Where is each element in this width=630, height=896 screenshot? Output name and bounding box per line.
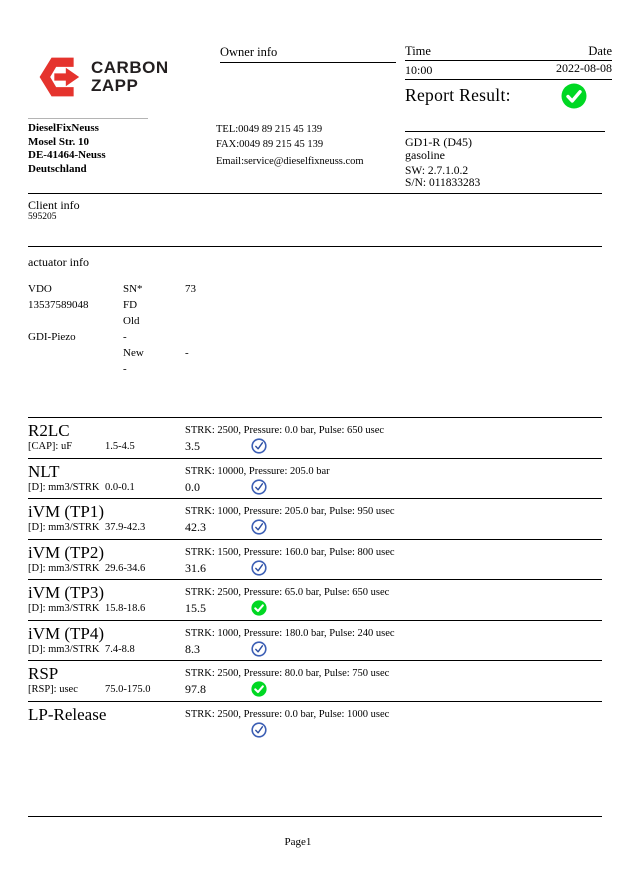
test-row <box>28 417 602 458</box>
actuator-cell: - <box>123 331 127 343</box>
owner-tel: TEL:0049 89 215 45 139 <box>216 124 323 135</box>
actuator-cell <box>185 331 305 347</box>
device-fuel-type: gasoline <box>405 148 445 162</box>
device-top-rule <box>405 131 605 132</box>
test-params: STRK: 1500, Pressure: 160.0 bar, Pulse: 800 usec <box>185 546 395 558</box>
check-circle-blue-icon <box>251 722 267 738</box>
client-number: 595205 <box>28 212 57 222</box>
actuator-cell: SN* <box>123 283 143 295</box>
tests-table <box>28 417 602 741</box>
test-name: iVM (TP3) <box>28 583 105 602</box>
test-name: RSP <box>28 664 59 683</box>
test-value: 15.5 <box>185 601 206 615</box>
test-name: LP-Release <box>28 704 107 724</box>
test-unit-label: [D]: mm3/STRK <box>28 522 100 533</box>
test-range: 37.9-42.3 <box>105 522 146 533</box>
footer-rule <box>28 816 602 817</box>
page-number: Page1 <box>284 836 312 848</box>
owner-country: Deutschland <box>28 162 87 175</box>
owner-address-block <box>28 122 106 176</box>
test-row <box>28 458 602 499</box>
actuator-cell: VDO <box>28 283 52 295</box>
test-params: STRK: 2500, Pressure: 0.0 bar, Pulse: 650 usec <box>185 425 385 436</box>
check-circle-green-icon <box>251 600 267 616</box>
owner-info-underline <box>220 62 396 63</box>
test-params: STRK: 2500, Pressure: 80.0 bar, Pulse: 750 usec <box>185 668 390 679</box>
client-info-heading: Client info <box>28 198 80 212</box>
test-row <box>28 620 602 661</box>
actuator-cell: New <box>123 347 144 359</box>
test-params: STRK: 2500, Pressure: 0.0 bar, Pulse: 1000 usec <box>185 708 390 720</box>
test-name: R2LC <box>28 421 70 440</box>
carbon-zapp-logo <box>34 54 169 100</box>
carbon-zapp-hex-arrow-icon <box>34 54 82 100</box>
address-top-rule <box>28 118 148 119</box>
actuator-cell: - <box>123 363 127 375</box>
test-range: 0.0-0.1 <box>105 481 135 493</box>
logo-wordmark <box>91 59 169 95</box>
actuator-cell <box>185 299 305 315</box>
test-params: STRK: 2500, Pressure: 65.0 bar, Pulse: 650 usec <box>185 587 390 598</box>
actuator-cell <box>28 315 123 331</box>
test-range: 29.6-34.6 <box>105 562 146 574</box>
actuator-table <box>28 283 305 379</box>
logo-word-carbon: CARBON <box>91 58 169 77</box>
test-name: NLT <box>28 461 60 481</box>
owner-city: DE-41464-Neuss <box>28 149 106 161</box>
time-heading: Time <box>405 44 431 58</box>
test-row <box>28 579 602 620</box>
actuator-cell <box>185 315 305 331</box>
date-heading: Date <box>588 44 612 58</box>
actuator-cell: - <box>185 347 189 359</box>
actuator-cell: GDI-Piezo <box>28 331 76 343</box>
device-model: GD1-R (D45) <box>405 135 472 149</box>
test-value: 42.3 <box>185 520 206 534</box>
actuator-cell: FD <box>123 299 138 311</box>
test-range: 15.8-18.6 <box>105 603 146 614</box>
test-range: 7.4-8.8 <box>105 643 135 655</box>
test-value: 8.3 <box>185 641 200 656</box>
test-unit-label: [D]: mm3/STRK <box>28 481 100 493</box>
device-software-version: SW: 2.7.1.0.2 <box>405 165 469 177</box>
owner-name: DieselFixNeuss <box>28 122 99 134</box>
test-range: 1.5-4.5 <box>105 441 135 452</box>
test-value: 3.5 <box>185 439 200 453</box>
test-unit-label: [RSP]: usec <box>28 684 78 695</box>
actuator-cell: 13537589048 <box>28 299 89 311</box>
check-circle-blue-icon <box>251 641 267 657</box>
actuator-section-rule <box>28 246 602 247</box>
actuator-cell: 73 <box>185 283 196 295</box>
actuator-info-heading: actuator info <box>28 255 89 269</box>
actuator-cell <box>28 363 123 379</box>
test-value: 0.0 <box>185 479 200 494</box>
test-unit-label: [CAP]: uF <box>28 441 73 452</box>
test-name: iVM (TP1) <box>28 502 105 521</box>
test-params: STRK: 1000, Pressure: 205.0 bar, Pulse: 950 usec <box>185 506 395 517</box>
owner-fax: FAX:0049 89 215 45 139 <box>216 139 324 150</box>
check-circle-green-icon <box>251 681 267 697</box>
check-circle-blue-icon <box>251 519 267 535</box>
actuator-cell <box>185 363 305 379</box>
test-row <box>28 701 602 742</box>
test-unit-label: [D]: mm3/STRK <box>28 562 100 574</box>
test-value: 31.6 <box>185 560 206 575</box>
test-name: iVM (TP2) <box>28 542 105 562</box>
test-name: iVM (TP4) <box>28 623 105 643</box>
owner-info-heading: Owner info <box>220 45 278 59</box>
client-section-rule <box>28 193 602 194</box>
test-row <box>28 660 602 701</box>
actuator-cell <box>28 347 123 363</box>
actuator-cell: Old <box>123 315 140 327</box>
logo-word-zapp: ZAPP <box>91 76 139 95</box>
test-value: 97.8 <box>185 682 206 696</box>
test-unit-label: [D]: mm3/STRK <box>28 643 100 655</box>
test-row <box>28 539 602 580</box>
owner-email: Email:service@dieselfixneuss.com <box>216 156 364 167</box>
report-result-label: Report Result: <box>405 85 511 105</box>
report-result-pass-icon <box>561 83 587 109</box>
test-row <box>28 498 602 539</box>
test-params: STRK: 1000, Pressure: 180.0 bar, Pulse: 240 usec <box>185 627 395 639</box>
test-range: 75.0-175.0 <box>105 684 151 695</box>
check-circle-blue-icon <box>251 560 267 576</box>
check-circle-blue-icon <box>251 479 267 495</box>
time-value: 10:00 <box>405 63 433 77</box>
time-row-underline <box>405 79 612 80</box>
check-circle-blue-icon <box>251 438 267 454</box>
date-value: 2022-08-08 <box>556 61 612 75</box>
owner-street: Mosel Str. 10 <box>28 135 90 148</box>
device-serial-number: S/N: 011833283 <box>405 177 481 189</box>
test-unit-label: [D]: mm3/STRK <box>28 603 100 614</box>
test-params: STRK: 10000, Pressure: 205.0 bar <box>185 465 330 477</box>
